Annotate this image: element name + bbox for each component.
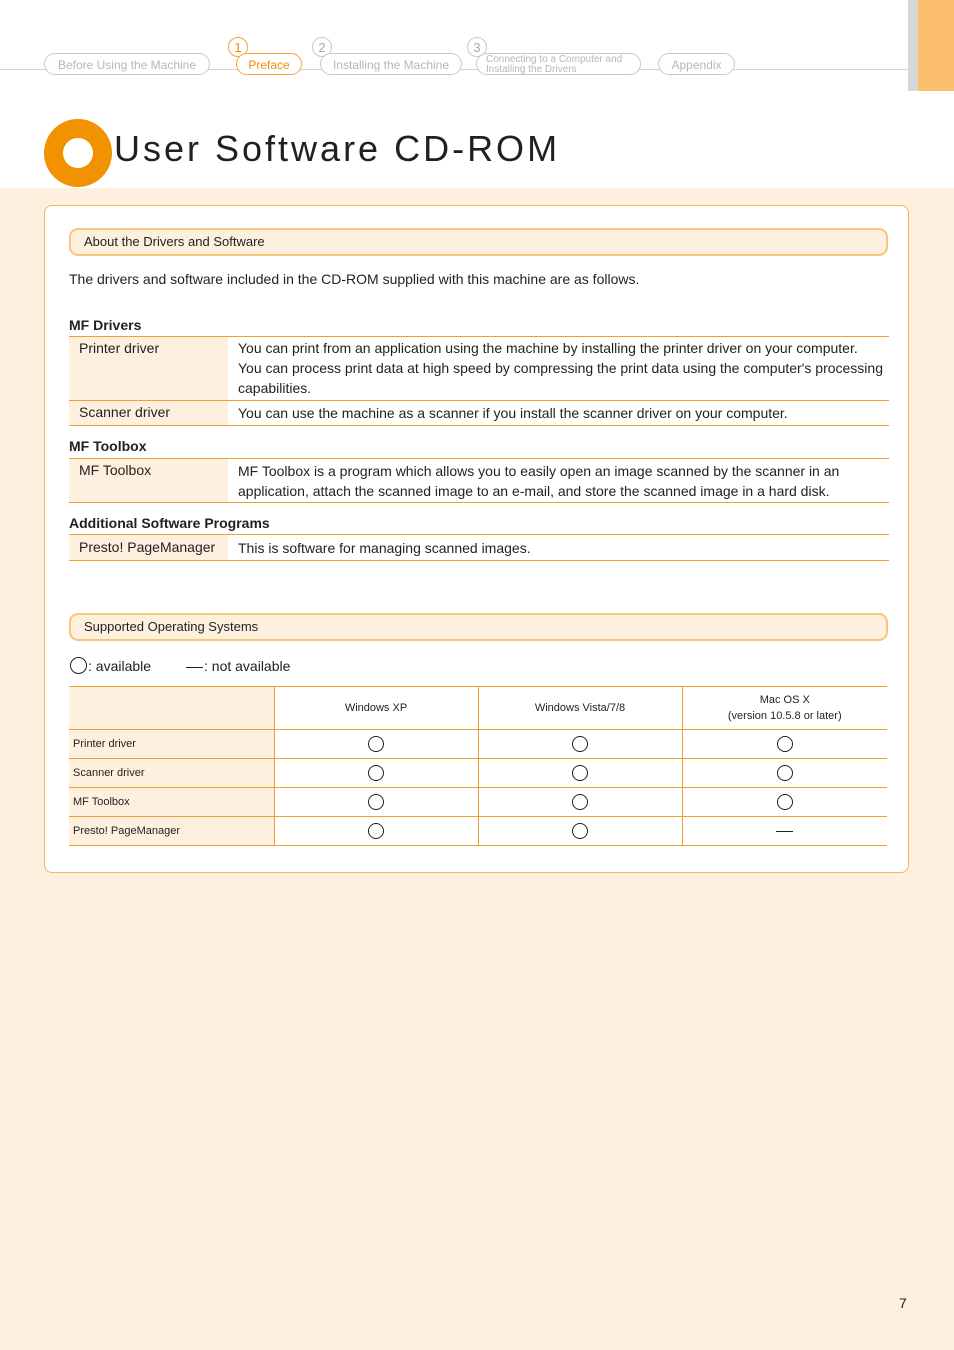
not-available-dash-icon	[186, 667, 203, 668]
tab-preface[interactable]: Preface	[236, 53, 302, 75]
table-header-row	[69, 687, 887, 730]
not-available-dash-icon	[776, 831, 793, 832]
divider	[69, 425, 889, 426]
column-header-mac-os-x	[682, 687, 887, 730]
support-cell	[478, 730, 682, 759]
row-name: Printer driver	[69, 730, 274, 759]
software-name-printer-driver: Printer driver	[79, 340, 160, 356]
row-name: Presto! PageManager	[69, 817, 274, 846]
tab-connecting-line1: Connecting to a Computer and	[486, 54, 623, 65]
title-circle-icon-center	[63, 138, 93, 168]
software-name-mf-toolbox: MF Toolbox	[79, 462, 152, 478]
column-header-windows-xp: Windows XP	[274, 687, 478, 730]
available-circle-icon	[368, 765, 384, 781]
available-circle-icon	[368, 823, 384, 839]
support-cell	[478, 759, 682, 788]
available-circle-icon	[777, 736, 793, 752]
available-circle-icon	[777, 765, 793, 781]
page-title: User Software CD-ROM	[114, 128, 561, 169]
column-header-windows-vista-7-8: Windows Vista/7/8	[478, 687, 682, 730]
group-heading-additional-software: Additional Software Programs	[69, 515, 270, 531]
tab-connecting[interactable]	[476, 53, 641, 75]
intro-text: The drivers and software included in the CD-ROM supplied with this machine are as follows.	[69, 271, 640, 287]
available-circle-icon	[572, 765, 588, 781]
group-heading-mf-drivers: MF Drivers	[69, 317, 142, 333]
table-row	[69, 759, 887, 788]
support-cell	[478, 817, 682, 846]
support-cell	[274, 730, 478, 759]
tab-appendix[interactable]: Appendix	[658, 53, 735, 75]
available-circle-icon	[70, 657, 87, 674]
support-cell	[274, 817, 478, 846]
section-heading-supported-os: Supported Operating Systems	[69, 613, 888, 641]
software-desc-mf-toolbox: MF Toolbox is a program which allows you to easily open an image scanned by the scanner in an application, attach the scanned image to an e-mail, and store the scanned image in a hard disk.	[238, 463, 840, 499]
divider	[69, 502, 889, 503]
table-row	[69, 730, 887, 759]
support-cell	[682, 788, 887, 817]
available-circle-icon	[368, 736, 384, 752]
software-name-scanner-driver: Scanner driver	[79, 404, 171, 420]
group-heading-mf-toolbox: MF Toolbox	[69, 438, 147, 454]
support-cell	[478, 788, 682, 817]
support-cell	[274, 788, 478, 817]
legend-not-available: : not available	[204, 658, 291, 674]
section-heading-drivers: About the Drivers and Software	[69, 228, 888, 256]
available-circle-icon	[572, 736, 588, 752]
software-name-presto: Presto! PageManager	[79, 539, 216, 555]
os-support-table	[69, 686, 887, 846]
support-cell	[682, 817, 887, 846]
mac-os-x-version-note: (version 10.5.8 or later)	[727, 710, 842, 722]
support-cell	[274, 759, 478, 788]
mac-os-x-label: Mac OS X	[759, 694, 810, 706]
software-desc-presto: This is software for managing scanned images.	[238, 540, 531, 556]
row-name: Scanner driver	[69, 759, 274, 788]
page-number: 7	[899, 1295, 907, 1311]
side-tab-marker	[908, 0, 918, 91]
side-tab-preface-marker	[918, 0, 954, 91]
divider	[69, 560, 889, 561]
support-cell	[682, 759, 887, 788]
table-row	[69, 788, 887, 817]
row-name: MF Toolbox	[69, 788, 274, 817]
tab-installing[interactable]: Installing the Machine	[320, 53, 462, 75]
tab-installing-number: 2	[312, 37, 332, 57]
table-row	[69, 817, 887, 846]
available-circle-icon	[572, 794, 588, 810]
software-desc-scanner-driver: You can use the machine as a scanner if you install the scanner driver on your computer.	[238, 405, 788, 421]
tab-before-using[interactable]: Before Using the Machine	[44, 53, 210, 75]
support-cell	[682, 730, 887, 759]
tab-connecting-number: 3	[467, 37, 487, 57]
legend-available: : available	[88, 658, 152, 674]
available-circle-icon	[777, 794, 793, 810]
available-circle-icon	[368, 794, 384, 810]
tab-preface-number: 1	[228, 37, 248, 57]
software-desc-printer-driver: You can print from an application using the machine by installing the printer driver on your computer. You can process print data at high speed by compressing the print data using the computer's processing capabilities.	[238, 340, 883, 396]
available-circle-icon	[572, 823, 588, 839]
tab-connecting-line2: Installing the Drivers	[486, 64, 577, 75]
table-header-blank	[69, 687, 274, 730]
